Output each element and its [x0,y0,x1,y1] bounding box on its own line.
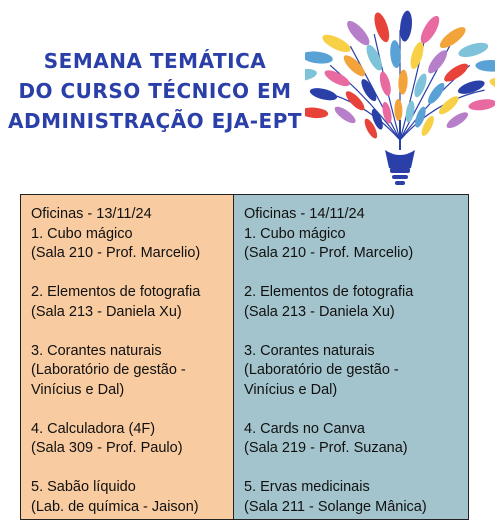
item-title: 2. Elementos de fotografia [31,284,201,300]
leaf-shape [398,69,408,94]
title-line-1: SEMANA TEMÁTICA [43,49,267,73]
item-location: (Lab. de química - Jaison) [31,498,199,515]
item-title: 4. Cards no Canva [244,420,365,437]
list-item [31,478,233,517]
item-title: 3. Corantes naturais [244,342,375,359]
item-location: (Sala 309 - Prof. Paulo) [31,440,183,456]
item-location: (Sala 210 - Prof. Marcelio) [244,245,414,261]
leaf-shape [442,60,471,84]
leaf-shape [320,31,353,55]
leaf-shape [444,109,470,130]
item-title: 1. Cubo mágico [244,225,346,242]
item-location: (Sala 210 - Prof. Marcelio) [31,245,201,261]
item-location: Vinícius e Dal) [244,381,338,398]
list-item [244,225,468,264]
item-location: (Laboratório de gestão - [31,362,186,378]
item-location: (Sala 213 - Daniela Xu) [244,303,395,320]
item-location: (Sala 219 - Prof. Suzana) [244,440,408,456]
leaf-shape [488,75,495,94]
item-title: 5. Ervas medicinais [244,479,370,495]
list-item [244,342,468,401]
leaf-shape [457,40,490,60]
leaf-shape [344,18,373,49]
leaf-shape [309,86,339,103]
leaf-shape [436,94,461,118]
title-line-2: DO CURSO TÉCNICO EM [18,79,292,103]
list-item [31,225,233,264]
list-item [31,342,233,401]
leaf-shape [343,89,367,113]
column-heading: Oficinas - 14/11/24 [244,206,365,222]
item-title: 3. Corantes naturais [31,342,162,359]
leaf-shape [425,48,450,77]
leaf-shape [305,106,329,119]
leaf-shape [341,52,368,79]
leaf-shape [332,104,358,126]
leaf-shape [371,11,392,44]
item-location: Vinícius e Dal) [31,381,125,398]
leaf-shape [404,100,416,123]
leaf-shape [305,84,306,106]
item-location: (Laboratório de gestão - [244,362,399,378]
item-title: 4. Calculadora (4F) [31,420,156,437]
leaf-shape [437,24,469,52]
column-heading: Oficinas - 13/11/24 [31,206,152,222]
list-item [31,420,233,459]
page-title [0,46,310,136]
item-title: 1. Cubo mágico [31,225,133,242]
leaf-shape [417,13,443,46]
lightbulb-with-leaves-icon [305,0,495,190]
schedule-column-day1 [21,195,234,519]
list-item [31,283,233,322]
leaf-shape [305,50,334,65]
leaf-shape [378,70,393,97]
item-title: 2. Elementos de fotografia [244,284,414,300]
leaf-shape [399,10,414,42]
title-line-3: ADMINISTRAÇÃO EJA-EPT [8,109,302,133]
list-item [244,283,468,322]
leaf-shape [305,67,318,83]
leaf-shape [475,60,495,72]
list-item [244,420,468,459]
leaf-shape [322,67,352,89]
list-item [244,478,468,517]
workshop-schedule-table [20,194,469,520]
leaf-shape [468,98,495,112]
leaf-shape [394,99,403,121]
item-title: 5. Sabão líquido [31,479,136,495]
leaf-shape [425,81,447,107]
item-location: (Sala 213 - Daniela Xu) [31,303,182,320]
item-location: (Sala 211 - Solange Mânica) [244,498,427,515]
schedule-column-day2 [234,195,468,519]
